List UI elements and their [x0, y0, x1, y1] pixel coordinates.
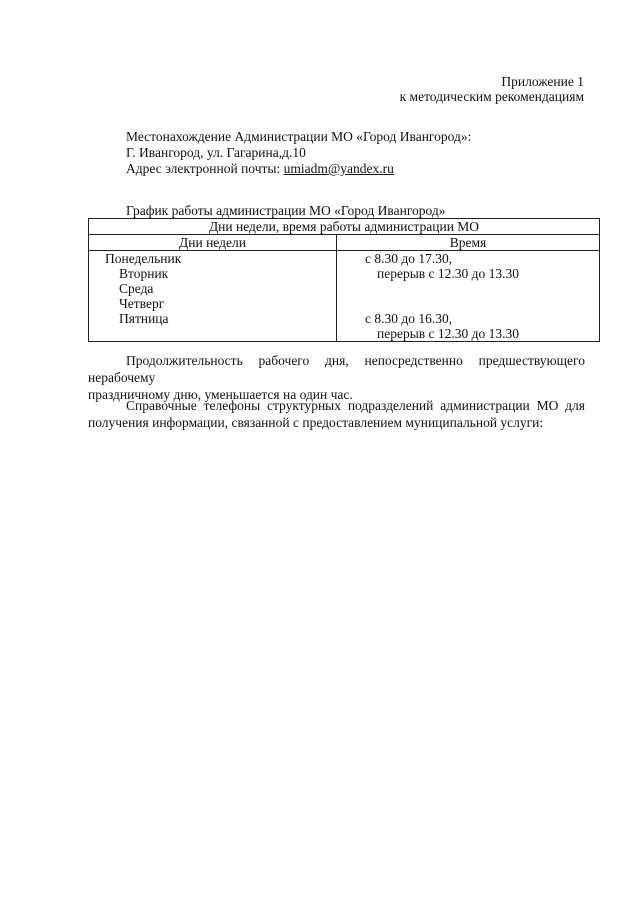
time-fri-hours: с 8.30 до 16.30,	[365, 311, 453, 326]
appendix-title: Приложение 1	[501, 74, 584, 89]
email-link[interactable]: umiadm@yandex.ru	[283, 161, 394, 176]
holiday-line-2: праздничному дню, уменьшается на один час.	[88, 387, 353, 402]
email-label: Адрес электронной почты:	[126, 161, 284, 176]
schedule-title: График работы администрации МО «Город Ивангород»	[126, 203, 446, 218]
holiday-line-1: Продолжительность рабочего дня, непосредственно предшествующего нерабочему	[88, 353, 585, 385]
holiday-paragraph	[88, 352, 585, 403]
time-mon-thu-hours: с 8.30 до 17.30,	[365, 251, 453, 266]
day-friday: Пятница	[119, 311, 169, 326]
day-tuesday: Вторник	[119, 266, 169, 281]
phones-line-2: получения информации, связанной с предоставлением муниципальной услуги:	[88, 415, 544, 430]
day-monday: Понедельник	[105, 251, 182, 266]
email-line	[126, 161, 394, 177]
street-line: Г. Ивангород, ул. Гагарина,д.10	[126, 145, 306, 160]
day-thursday: Четверг	[119, 296, 165, 311]
location-line: Местонахождение Администрации МО «Город Ивангород»:	[126, 129, 472, 144]
phones-paragraph	[88, 397, 585, 431]
schedule-header: Дни недели, время работы администрации МО	[89, 219, 600, 235]
days-cell	[89, 251, 337, 342]
phones-line-1: Справочные телефоны структурных подразделений администрации МО для	[126, 398, 585, 413]
day-wednesday: Среда	[119, 281, 154, 296]
col-days-header: Дни недели	[89, 235, 337, 251]
time-cell	[337, 251, 600, 342]
appendix-subtitle: к методическим рекомендациям	[399, 89, 584, 104]
col-time-header: Время	[337, 235, 600, 251]
time-fri-break: перерыв с 12.30 до 13.30	[377, 326, 520, 341]
time-mon-thu-break: перерыв с 12.30 до 13.30	[377, 266, 520, 281]
schedule-table	[88, 218, 600, 342]
